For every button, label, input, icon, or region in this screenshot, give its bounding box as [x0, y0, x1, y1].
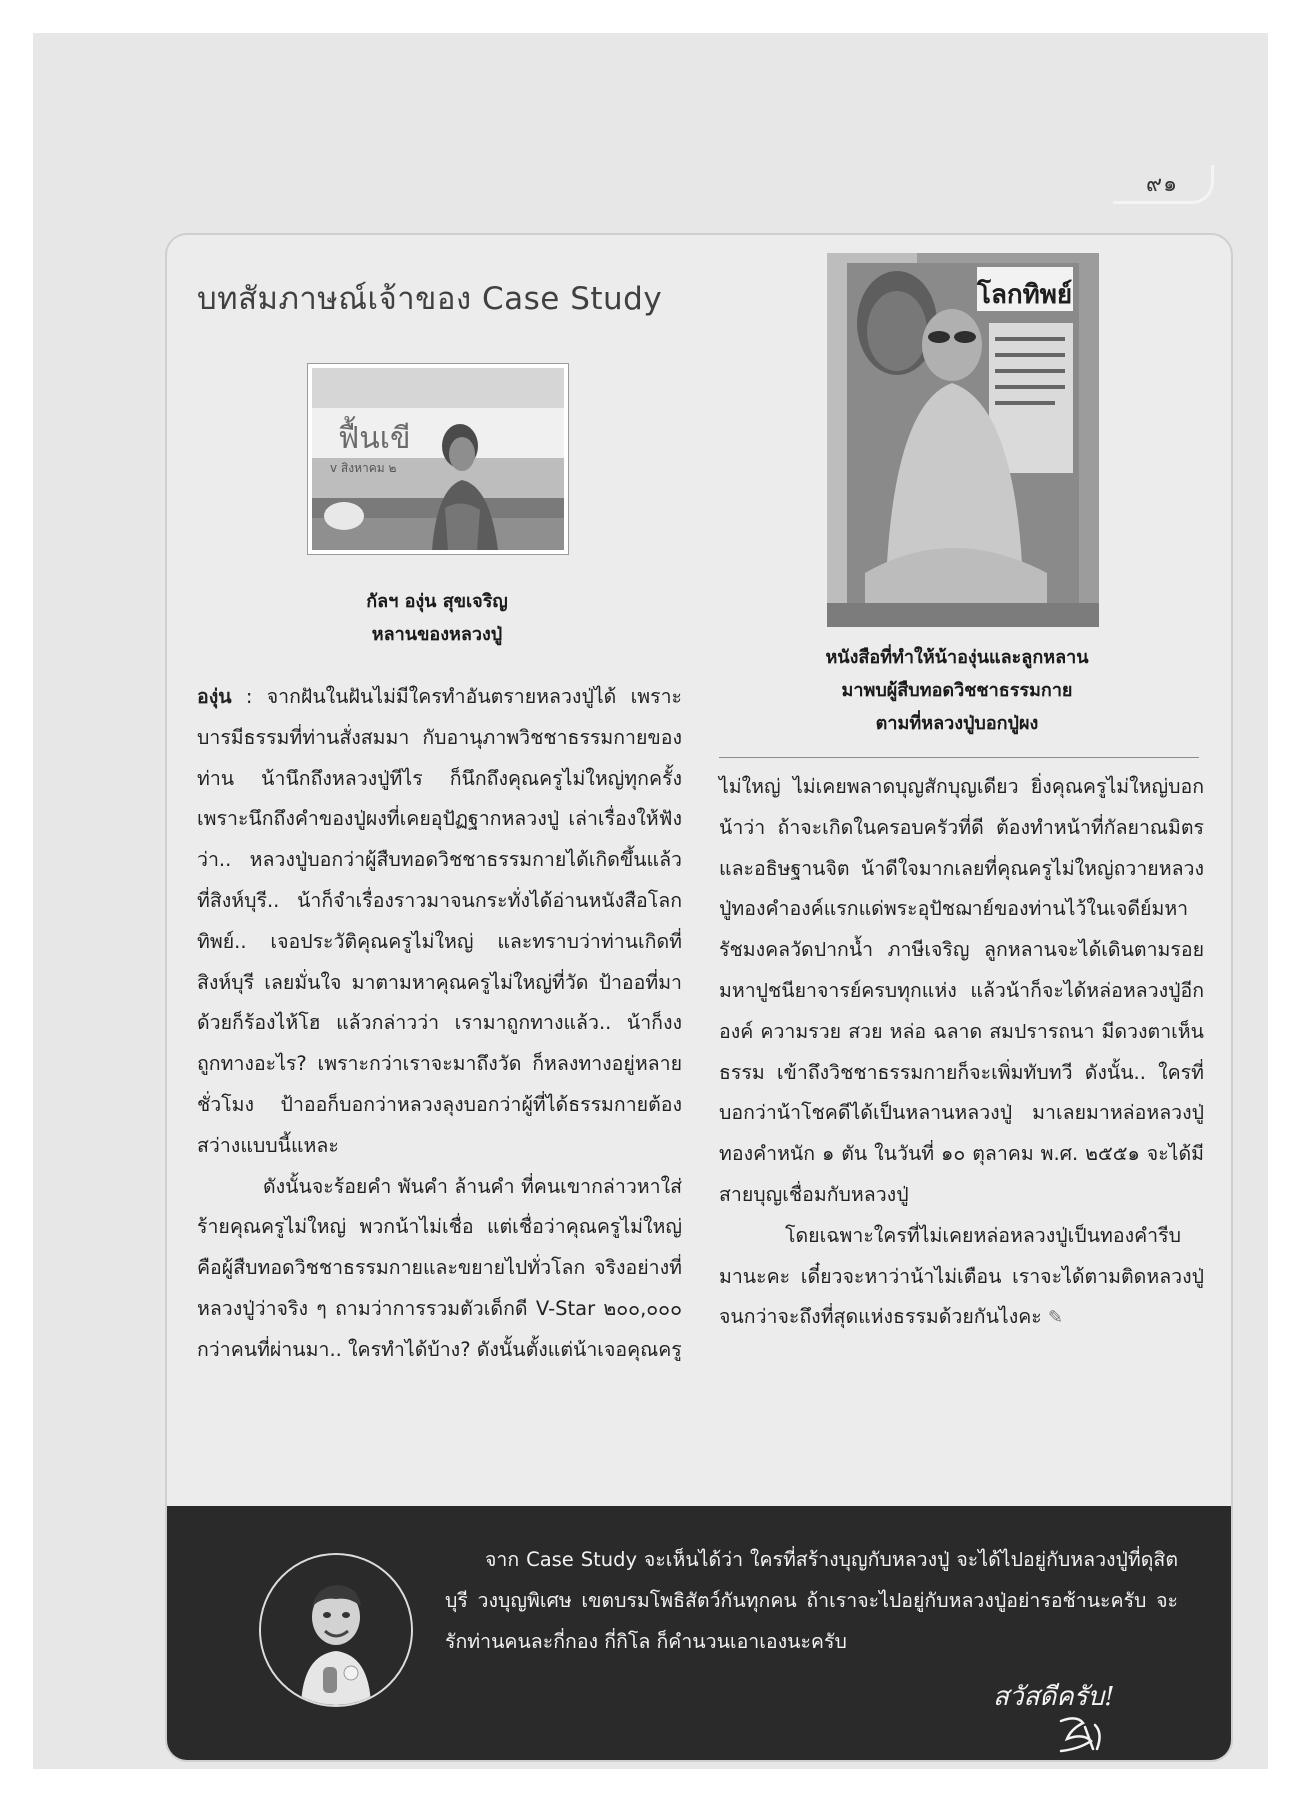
- handwritten-signature: [987, 1669, 1177, 1757]
- footer-banner: [167, 1506, 1231, 1760]
- interview-paragraph: ดังนั้นจะร้อยคำ พันคำ ล้านคำ ที่คนเขากล่าวหาใส่ร้ายคุณครูไม่ใหญ่ พวกน้าไม่เชื่อ แต่เชื่อว่าคุณครูไม่ใหญ่คือผู้สืบทอดวิชชาธรรมกายและขยายไปทั่วโลก จริงอย่างที่หลวงปู่ว่าจริง ๆ ถามว่าการรวมตัวเด็กดี V-Star ๒๐๐,๐๐๐ กว่าคนที่ผ่านมา.. ใครทำได้บ้าง? ดังนั้นตั้งแต่น้าเจอคุณครู: [197, 1174, 682, 1361]
- interview-paragraph: [719, 1216, 1204, 1339]
- interview-column-left: [197, 677, 682, 1371]
- footer-message: [445, 1539, 1178, 1662]
- svg-text:v สิงหาคม ๒: v สิงหาคม ๒: [330, 461, 397, 475]
- paragraph-text: โดยเฉพาะใครที่ไม่เคยหล่อหลวงปู่เป็นทองคำรีบมานะคะ เดี๋ยวจะหาว่าน้าไม่เตือน เราจะได้ตามติดหลวงปู่จนกว่าจะถึงที่สุดแห่งธรรมด้วยกันไงคะ: [719, 1223, 1204, 1329]
- author-avatar: [259, 1553, 413, 1707]
- caption-divider: [719, 757, 1199, 758]
- article-heading: บทสัมภาษณ์เจ้าของ Case Study: [197, 281, 663, 317]
- end-mark-icon: ✎: [1047, 1307, 1064, 1329]
- page-number: ๙๑: [1113, 165, 1214, 204]
- svg-text:ฟื้นเขี: ฟื้นเขี: [338, 421, 411, 456]
- interview-paragraph: [197, 677, 682, 1167]
- interview-photo: [307, 363, 569, 555]
- speaker-name: องุ่น: [197, 685, 232, 708]
- interviewee-caption: [287, 585, 587, 651]
- interviewee-relation: หลานของหลวงปู่: [371, 624, 503, 645]
- svg-text:โลกทิพย์: โลกทิพย์: [977, 280, 1073, 310]
- footer-paragraph: จาก Case Study จะเห็นได้ว่า ใครที่สร้างบุญกับหลวงปู่ จะได้ไปอยู่กับหลวงปู่ที่ดุสิตบุรี วงบุญพิเศษ เขตบรมโพธิสัตว์กันทุกคน ถ้าเราจะไปอยู่กับหลวงปู่อย่ารอช้านะครับ จะรักท่านคนละกี่กอง กี่กิโล ก็คำนวนเอาเองนะครับ: [445, 1548, 1178, 1653]
- book-caption: [767, 641, 1147, 740]
- interview-paragraph: ไม่ใหญ่ ไม่เคยพลาดบุญสักบุญเดียว ยิ่งคุณครูไม่ใหญ่บอกน้าว่า ถ้าจะเกิดในครอบครัวที่ดี ต้องทำหน้าที่กัลยาณมิตรและอธิษฐานจิต น้าดีใจมากเลยที่คุณครูไม่ใหญ่ถวายหลวงปู่ทองคำองค์แรกแด่พระอุปัชฌาย์ของท่านไว้ในเจดีย์มหารัชมงคลวัดปากน้ำ ภาษีเจริญ ลูกหลานจะได้เดินตามรอยมหาปูชนียาจารย์ครบทุกแห่ง แล้วน้าก็จะได้หล่อหลวงปู่อีกองค์ ความรวย สวย หล่อ ฉลาด สมปรารถนา มีดวงตาเห็นธรรม เข้าถึงวิชชาธรรมกายก็จะเพิ่มทับทวี ดังนั้น.. ใครที่บอกว่าน้าโชคดีได้เป็นหลานหลวงปู่ มาเลยมาหล่อหลวงปู่ทองคำหนัก ๑ ตัน ในวันที่ ๑๐ ตุลาคม พ.ศ. ๒๕๕๑ จะได้มีสายบุญเชื่อมกับหลวงปู่: [719, 775, 1204, 1206]
- paragraph-text: : จากฝันในฝันไม่มีใครทำอันตรายหลวงปู่ได้ เพราะบารมีธรรมที่ท่านสั่งสมมา กับอานุภาพวิชชาธรรมกายของท่าน น้านึกถึงหลวงปู่ทีไร ก็นึกถึงคุณครูไม่ใหญ่ทุกครั้ง เพราะนึกถึงคำของปู่ผงที่เคยอุปัฏฐากหลวงปู่ เล่าเรื่องให้ฟังว่า.. หลวงปู่บอกว่าผู้สืบทอดวิชชาธรรมกายได้เกิดขึ้นแล้วที่สิงห์บุรี.. น้าก็จำเรื่องราวมาจนกระทั่งได้อ่านหนังสือโลกทิพย์.. เจอประวัติคุณครูไม่ใหญ่ และทราบว่าท่านเกิดที่สิงห์บุรี เลยมั่นใจ มาตามหาคุณครูไม่ใหญ่ที่วัด ป้าออที่มาด้วยก็ร้องไห้โฮ แล้วกล่าวว่า เรามาถูกทางแล้ว.. น้าก็งง ถูกทางอะไร? เพราะกว่าเราจะมาถึงวัด ก็หลงทางอยู่หลายชั่วโมง ป้าออก็บอกว่าหลวงลุงบอกว่าผู้ที่ได้ธรรมกายต้องสว่างแบบนี้แหละ: [197, 685, 682, 1157]
- svg-text:สวัสดีครับ!: สวัสดีครับ!: [993, 1682, 1115, 1712]
- book-caption-line-2: มาพบผู้สืบทอดวิชชาธรรมกาย: [841, 680, 1073, 701]
- interviewee-name: กัลฯ องุ่น สุขเจริญ: [366, 591, 508, 612]
- book-cover-photo: [827, 253, 1099, 627]
- interview-column-right: [719, 767, 1204, 1339]
- book-caption-line-3: ตามที่หลวงปู่บอกปู่ผง: [875, 713, 1039, 734]
- page-sheet: [33, 33, 1268, 1769]
- book-caption-line-1: หนังสือที่ทำให้น้าองุ่นและลูกหลาน: [825, 647, 1089, 668]
- article-card: [165, 233, 1233, 1762]
